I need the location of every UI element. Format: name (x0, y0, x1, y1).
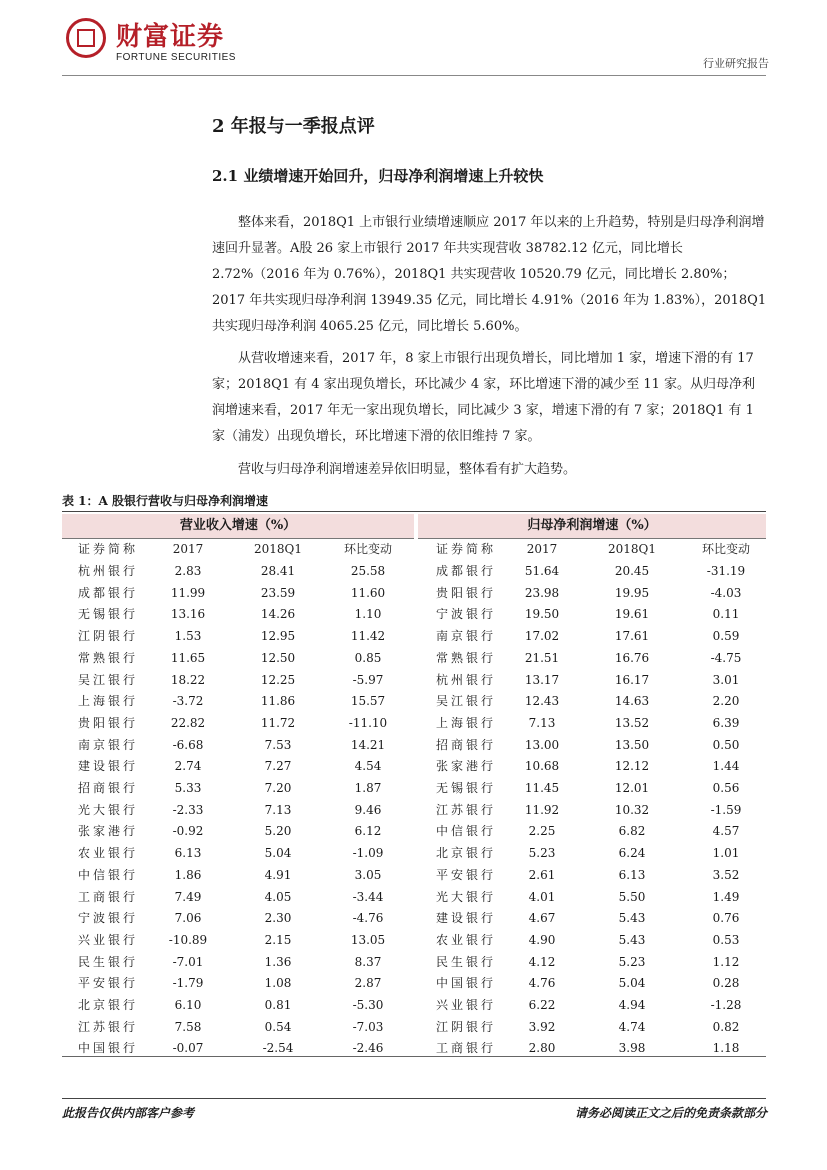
table-cell-name: 吴江银行 (78, 672, 139, 687)
table-cell-value: 11.86 (260, 694, 296, 709)
table-cell-value: 1.18 (712, 1041, 740, 1056)
table-cell-name: 吴江银行 (436, 694, 497, 709)
table-cell-value: 23.98 (524, 585, 560, 600)
table-cell-value: -4.03 (710, 585, 742, 600)
paragraph-revenue-growth: 从营收增速来看，2017 年，8 家上市银行出现负增长，同比增加 1 家，增速下滑的有 17 家；2018Q1 有 4 家出现负增长，环比减少 4 家，环比增速下滑的减少至 11 家。从归母净利润增速来看，2017 年无一家出现负增长，同比减少 3 家，增速下滑的有 7 家；2018Q1 有 1 家（浦发）出现负增长，环比增速下滑的依旧维持 7 家。 (212, 351, 756, 444)
table-cell-value: 7.53 (264, 737, 292, 752)
table-cell-name: 常熟银行 (78, 650, 139, 665)
table-cell-value: 18.22 (170, 672, 206, 687)
table-cell-value: 22.82 (170, 715, 206, 730)
table-cell-value: -10.89 (168, 932, 208, 947)
table-cell-value: 16.17 (614, 672, 650, 687)
table-cell-value: 3.52 (712, 867, 740, 882)
table-cell-value: 17.02 (524, 629, 560, 644)
table-cell-name: 贵阳银行 (78, 715, 139, 730)
table-cell-value: 51.64 (524, 564, 560, 578)
table-cell-value: 25.58 (350, 564, 386, 578)
table-row (62, 561, 766, 583)
table-cell-name: 南京银行 (436, 629, 497, 644)
table-row (62, 735, 766, 757)
table-cell-value: -11.10 (348, 715, 388, 730)
table-cell-value: 6.82 (618, 824, 646, 839)
table-cell-value: 1.86 (174, 867, 202, 882)
section-title: 2 年报与一季报点评 (212, 116, 375, 137)
table-cell-name: 上海银行 (436, 715, 497, 730)
table-cell-value: 7.58 (174, 1019, 202, 1034)
table-cell-name: 杭州银行 (436, 672, 497, 687)
table-cell-value: 3.05 (354, 867, 382, 882)
table-cell-value: 5.43 (618, 911, 646, 926)
table-cell-name: 上海银行 (78, 694, 139, 709)
table-cell-name: 农业银行 (436, 932, 497, 947)
table-top-rule (62, 511, 766, 512)
table-cell-name: 兴业银行 (78, 932, 139, 947)
table-cell-value: 4.12 (528, 954, 556, 969)
paragraph-summary: 营收与归母净利润增速差异依旧明显，整体看有扩大趋势。 (238, 462, 577, 477)
table-cell-value: 2.61 (528, 867, 556, 882)
table-cell-value: 14.26 (260, 607, 296, 622)
table-cell-value: 2.30 (264, 911, 292, 926)
table-row (62, 778, 766, 800)
table-cell-name: 招商银行 (436, 737, 497, 752)
table-cell-value: 10.68 (524, 759, 560, 774)
group-header-revenue: 营业收入增速（%） (179, 518, 297, 533)
table-cell-value: -2.46 (352, 1041, 384, 1056)
table-cell-name: 中国银行 (436, 976, 497, 991)
column-header: 环比变动 (343, 542, 392, 556)
table-cell-value: 0.85 (354, 650, 382, 665)
table-cell-name: 民生银行 (78, 954, 139, 969)
table-row (62, 821, 766, 843)
table-cell-value: -6.68 (172, 737, 204, 752)
footer-disclaimer-right: 请务必阅读正文之后的免责条款部分 (574, 1106, 767, 1120)
table-row (62, 952, 766, 974)
table-row (62, 626, 766, 648)
table-cell-name: 江阴银行 (436, 1019, 497, 1034)
table-cell-name: 农业银行 (78, 846, 139, 861)
report-type-label: 行业研究报告 (703, 57, 769, 70)
table-cell-value: 2.15 (264, 932, 292, 947)
table-cell-value: -7.01 (172, 954, 204, 969)
table-cell-value: 12.12 (614, 759, 650, 774)
column-header: 2017 (526, 542, 558, 556)
table-cell-value: 3.92 (528, 1019, 556, 1034)
table-cell-value: 6.10 (174, 998, 202, 1012)
table-cell-name: 光大银行 (78, 802, 139, 817)
footer-disclaimer-left: 此报告仅供内部客户参考 (62, 1106, 195, 1120)
table-cell-name: 建设银行 (78, 759, 139, 774)
table-cell-value: 1.12 (712, 954, 740, 969)
table-cell-name: 招商银行 (78, 781, 139, 795)
table-cell-value: 12.50 (260, 650, 296, 665)
table-cell-value: 11.60 (350, 585, 386, 600)
table-cell-value: 11.65 (170, 650, 206, 665)
table-cell-name: 建设银行 (436, 911, 497, 926)
table-cell-value: 4.67 (528, 911, 556, 926)
table-cell-value: 19.61 (614, 607, 650, 622)
table-cell-name: 成都银行 (78, 585, 139, 600)
table-cell-value: 19.95 (614, 585, 650, 600)
table-cell-value: 7.06 (174, 911, 202, 926)
table-cell-value: 8.37 (354, 954, 382, 969)
table-row (62, 1017, 766, 1039)
table-cell-name: 江苏银行 (78, 1019, 139, 1034)
table-cell-value: 0.56 (712, 781, 740, 795)
table-cell-name: 中信银行 (436, 824, 497, 839)
table-cell-value: 7.13 (264, 802, 292, 817)
table-cell-value: -1.59 (710, 802, 742, 817)
table-cell-name: 民生银行 (436, 954, 497, 969)
column-header: 环比变动 (701, 542, 750, 556)
table-cell-name: 北京银行 (436, 846, 497, 861)
table-cell-value: 5.04 (618, 976, 646, 991)
table-cell-value: -1.79 (172, 976, 204, 991)
table-cell-name: 宁波银行 (436, 607, 497, 622)
table-cell-value: -2.54 (262, 1041, 294, 1056)
table-cell-value: -1.09 (352, 846, 384, 861)
table-cell-name: 北京银行 (78, 998, 139, 1012)
table-cell-name: 兴业银行 (436, 998, 497, 1012)
table-cell-name: 工商银行 (78, 889, 139, 904)
table-cell-value: 4.05 (264, 889, 292, 904)
table-cell-name: 成都银行 (436, 564, 497, 578)
table-cell-value: 9.46 (354, 802, 382, 817)
table-cell-value: 12.43 (524, 694, 560, 709)
table-cell-name: 平安银行 (78, 976, 139, 991)
table-cell-value: 7.49 (174, 889, 202, 904)
table-cell-value: 10.32 (614, 802, 650, 817)
table-cell-value: 7.27 (264, 759, 292, 774)
table-cell-value: 6.13 (174, 846, 202, 861)
table-row (62, 670, 766, 692)
table-cell-name: 宁波银行 (78, 911, 139, 926)
table-cell-value: 0.59 (712, 629, 740, 644)
table-cell-value: 0.28 (712, 976, 740, 991)
table-cell-name: 工商银行 (436, 1041, 497, 1056)
table-row (62, 604, 766, 626)
table-cell-value: 11.99 (170, 585, 206, 600)
table-row (62, 908, 766, 930)
table-cell-value: 2.20 (712, 694, 740, 709)
table-cell-value: -5.97 (352, 672, 384, 687)
table-cell-value: -0.07 (172, 1041, 204, 1056)
table-cell-value: 3.01 (712, 672, 740, 687)
table-cell-value: 0.50 (712, 737, 740, 752)
table-cell-name: 无锡银行 (78, 607, 139, 622)
table-cell-value: 12.95 (260, 629, 296, 644)
table-cell-value: 1.36 (264, 954, 292, 969)
table-cell-value: 20.45 (614, 564, 650, 578)
table-cell-value: 6.12 (354, 824, 382, 839)
table-cell-value: 16.76 (614, 650, 650, 665)
table-cell-value: 4.91 (264, 867, 292, 882)
table-cell-value: -31.19 (706, 564, 746, 578)
table-cell-value: -1.28 (710, 998, 742, 1012)
table-cell-value: 6.24 (618, 846, 646, 861)
table-cell-value: 19.50 (524, 607, 560, 622)
table-row (62, 691, 766, 713)
table-cell-value: 1.87 (354, 781, 382, 795)
table-cell-value: 1.53 (174, 629, 202, 644)
table-cell-name: 南京银行 (78, 737, 139, 752)
table-cell-value: -7.03 (352, 1019, 384, 1034)
table-cell-value: 4.54 (354, 759, 382, 774)
table-cell-value: 11.92 (524, 802, 560, 817)
column-header: 证券简称 (78, 542, 139, 556)
table-cell-value: 2.83 (174, 564, 202, 578)
table-cell-value: 5.43 (618, 932, 646, 947)
table-cell-value: 6.22 (528, 998, 556, 1012)
table-cell-value: 4.90 (528, 932, 556, 947)
group-header-net-profit: 归母净利润增速（%） (527, 518, 657, 533)
paragraph-overview: 整体来看，2018Q1 上市银行业绩增速顺应 2017 年以来的上升趋势，特别是归母净利润增速回升显著。A股 26 家上市银行 2017 年共实现营收 38782.12 亿元，同比增长 2.72%（2016 年为 0.76%），2018Q1 共实现营收 10520.79 亿元，同比增长 2.80%；2017 年共实现归母净利润 13949.35 亿元，同比增长 4.91%（2016 年为 1.83%），2018Q1 共实现归母净利润 4065.25 亿元，同比增长 5.60%。 (212, 215, 767, 334)
table-cell-name: 杭州银行 (78, 564, 139, 578)
table-cell-name: 中国银行 (78, 1041, 139, 1056)
table-row (62, 995, 766, 1017)
table-cell-value: -4.75 (710, 650, 742, 665)
table-cell-value: 13.00 (524, 737, 560, 752)
table-row (62, 800, 766, 822)
table-cell-value: 2.25 (528, 824, 556, 839)
table-cell-value: 6.39 (712, 715, 740, 730)
column-header: 2018Q1 (253, 542, 302, 556)
table-cell-value: 5.23 (528, 846, 556, 861)
table-cell-value: -4.76 (352, 911, 384, 926)
table-cell-name: 贵阳银行 (436, 585, 497, 600)
footer-divider (62, 1098, 766, 1099)
table-row (62, 887, 766, 909)
column-header: 2017 (172, 542, 204, 556)
table-header-row (62, 539, 766, 561)
table-cell-name: 平安银行 (436, 867, 497, 882)
table-cell-name: 张家港行 (78, 824, 139, 839)
table-cell-value: 13.52 (614, 715, 650, 730)
table-cell-value: 3.98 (618, 1041, 646, 1056)
table-cell-name: 无锡银行 (436, 781, 497, 795)
table-cell-value: 2.74 (174, 759, 202, 774)
table-row (62, 930, 766, 952)
table-cell-value: 0.82 (712, 1019, 740, 1034)
table-cell-value: -3.72 (172, 694, 204, 709)
table-cell-value: 13.05 (350, 932, 386, 947)
table-cell-value: 23.59 (260, 585, 296, 600)
table-row (62, 756, 766, 778)
fortune-logo-icon (66, 18, 106, 58)
table-cell-value: 0.11 (712, 607, 740, 622)
table-cell-value: -5.30 (352, 998, 384, 1012)
table-cell-value: 12.01 (614, 781, 650, 795)
table-cell-value: 4.01 (528, 889, 556, 904)
table-cell-value: 17.61 (614, 629, 650, 644)
header-divider (62, 75, 766, 76)
table-cell-value: 6.13 (618, 867, 646, 882)
table-cell-name: 江苏银行 (436, 802, 497, 817)
table-cell-value: 1.10 (354, 607, 382, 622)
table-cell-value: -0.92 (172, 824, 204, 839)
table-cell-value: 4.94 (618, 998, 646, 1012)
table-cell-value: 11.45 (524, 781, 560, 795)
table-cell-name: 中信银行 (78, 867, 139, 882)
table-cell-value: 2.87 (354, 976, 382, 991)
table-bottom-rule (62, 1056, 766, 1057)
table-row (62, 648, 766, 670)
table-cell-value: 5.04 (264, 846, 292, 861)
table-cell-value: 14.63 (614, 694, 650, 709)
table-cell-value: 7.13 (528, 715, 556, 730)
table-row (62, 713, 766, 735)
table-row (62, 973, 766, 995)
table-cell-value: 1.08 (264, 976, 292, 991)
table-cell-value: 28.41 (260, 564, 296, 578)
table-cell-name: 光大银行 (436, 889, 497, 904)
brand-name-en: FORTUNE SECURITIES (116, 52, 236, 63)
table-cell-value: -2.33 (172, 802, 204, 817)
table-cell-value: 12.25 (260, 672, 296, 687)
brand-name-cn: 财富证券 (116, 22, 225, 52)
table-cell-value: 21.51 (524, 650, 560, 665)
table-cell-value: 1.01 (712, 846, 740, 861)
table-cell-value: 7.20 (264, 781, 292, 795)
table-row (62, 583, 766, 605)
section-subtitle: 2.1 业绩增速开始回升，归母净利润增速上升较快 (212, 167, 544, 185)
table-cell-value: 4.76 (528, 976, 556, 991)
table-cell-value: 13.17 (524, 672, 560, 687)
table-cell-name: 江阴银行 (78, 629, 139, 644)
column-header: 2018Q1 (607, 542, 656, 556)
table-cell-value: 13.50 (614, 737, 650, 752)
table-row (62, 843, 766, 865)
table-cell-value: 5.23 (618, 954, 646, 969)
table-cell-name: 常熟银行 (436, 650, 497, 665)
page-header (0, 0, 827, 78)
table-cell-value: 4.74 (618, 1019, 646, 1034)
table-cell-value: 5.20 (264, 824, 292, 839)
table-cell-value: 0.76 (712, 911, 740, 926)
table-cell-value: 2.80 (528, 1041, 556, 1056)
table-cell-value: 11.42 (350, 629, 386, 644)
table-cell-value: 0.81 (264, 998, 292, 1012)
table-cell-value: 0.54 (264, 1019, 292, 1034)
table-cell-value: 0.53 (712, 932, 740, 947)
table-cell-value: 13.16 (170, 607, 206, 622)
table-cell-value: 11.72 (260, 715, 296, 730)
table-title: 表 1：A 股银行营收与归母净利润增速 (62, 494, 269, 508)
table-cell-value: 15.57 (350, 694, 386, 709)
table-cell-value: 5.50 (618, 889, 646, 904)
table-cell-value: -3.44 (352, 889, 384, 904)
table-cell-value: 5.33 (174, 781, 202, 795)
table-cell-value: 1.44 (712, 759, 740, 774)
table-cell-value: 14.21 (350, 737, 386, 752)
table-cell-value: 4.57 (712, 824, 740, 839)
table-cell-name: 张家港行 (436, 759, 497, 774)
table-row (62, 865, 766, 887)
column-header: 证券简称 (436, 542, 497, 556)
table-cell-value: 1.49 (712, 889, 740, 904)
